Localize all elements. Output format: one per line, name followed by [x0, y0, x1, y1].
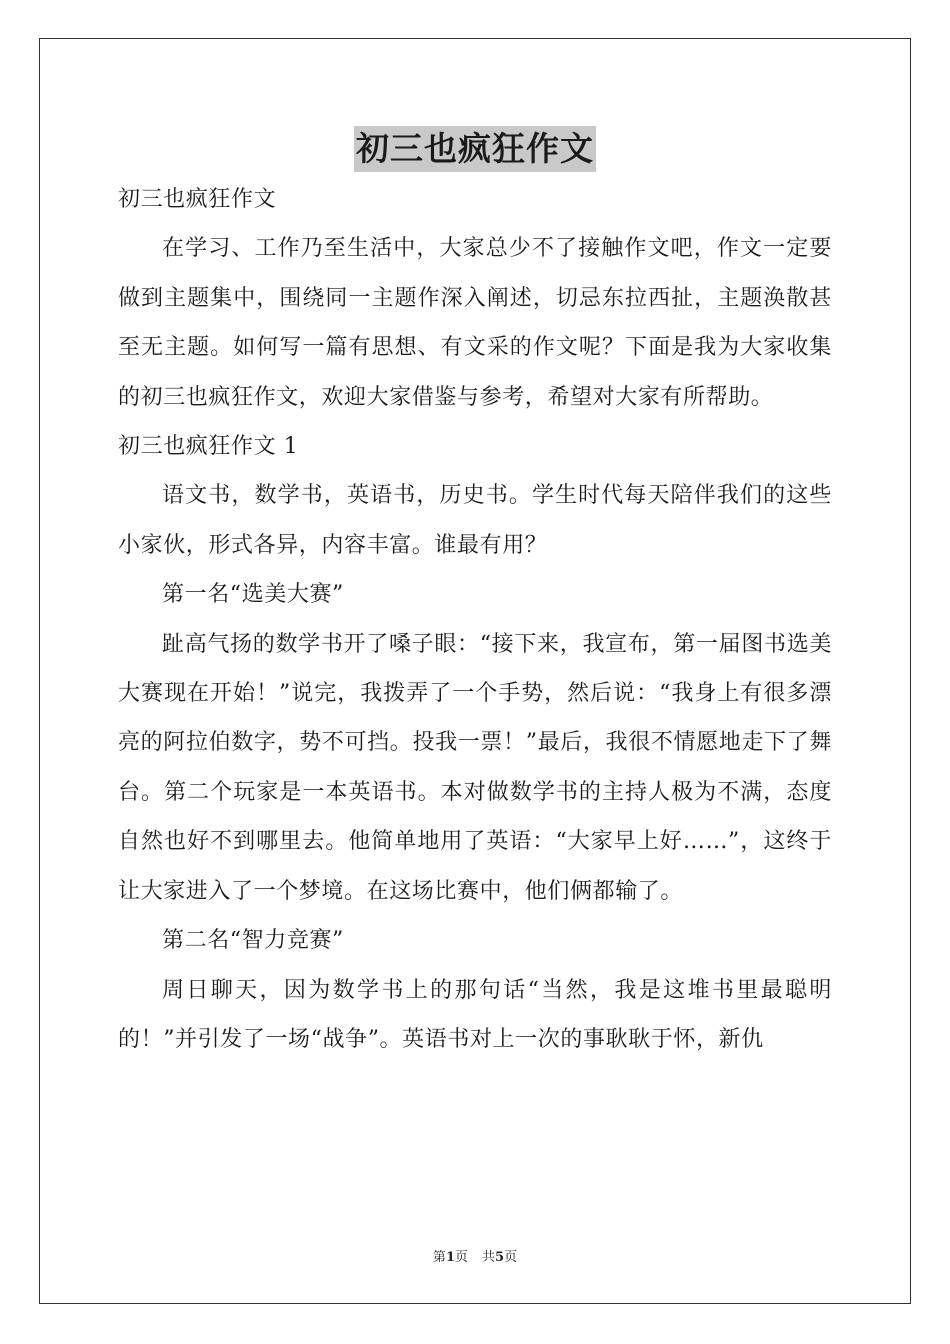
paragraph-intro: 在学习、工作乃至生活中，大家总少不了接触作文吧，作文一定要做到主题集中，围绕同一主题作深入阐述，切忌东拉西扯，主题涣散甚至无主题。如何写一篇有思想、有文采的作文呢？下面是我为大家收集的初三也疯狂作文，欢迎大家借鉴与参考，希望对大家有所帮助。	[118, 236, 832, 410]
total-pages: 5	[495, 1250, 505, 1265]
document-title: 初三也疯狂作文	[354, 126, 596, 172]
paragraph-body: 语文书，数学书，英语书，历史书。学生时代每天陪伴我们的这些小家伙，形式各异，内容丰富。谁最有用？	[118, 483, 832, 558]
paragraph-body: 周日聊天，因为数学书上的那句话“当然，我是这堆书里最聪明的！”并引发了一场“战争”。英语书对上一次的事耿耿于怀，新仇	[118, 977, 832, 1052]
page-suffix: 页	[454, 1250, 468, 1265]
total-prefix: 共	[482, 1250, 496, 1265]
paragraph-body: 趾高气扬的数学书开了嗓子眼：“接下来，我宣布，第一届图书选美大赛现在开始！”说完，我拨弄了一个手势，然后说：“我身上有很多漂亮的阿拉伯数字，势不可挡。投我一票！”最后，我很不情愿地走下了舞台。第二个玩家是一本英语书。本对做数学书的主持人极为不满，态度自然也好不到哪里去。他简单地用了英语：“大家早上好……”，这终于让大家进入了一个梦境。在这场比赛中，他们俩都输了。	[118, 631, 832, 904]
total-suffix: 页	[504, 1250, 518, 1265]
page-prefix: 第	[432, 1250, 446, 1265]
page-number: 1	[445, 1250, 455, 1265]
paragraph-subtitle: 初三也疯狂作文	[118, 187, 277, 212]
page-footer	[0, 1246, 950, 1265]
paragraph-section-heading: 初三也疯狂作文 1	[118, 434, 299, 460]
paragraph-subheading-first: 第一名“选美大赛”	[162, 582, 344, 608]
document-body	[118, 175, 832, 1064]
paragraph-subheading-second: 第二名“智力竞赛”	[162, 928, 344, 954]
title-area	[0, 126, 950, 172]
